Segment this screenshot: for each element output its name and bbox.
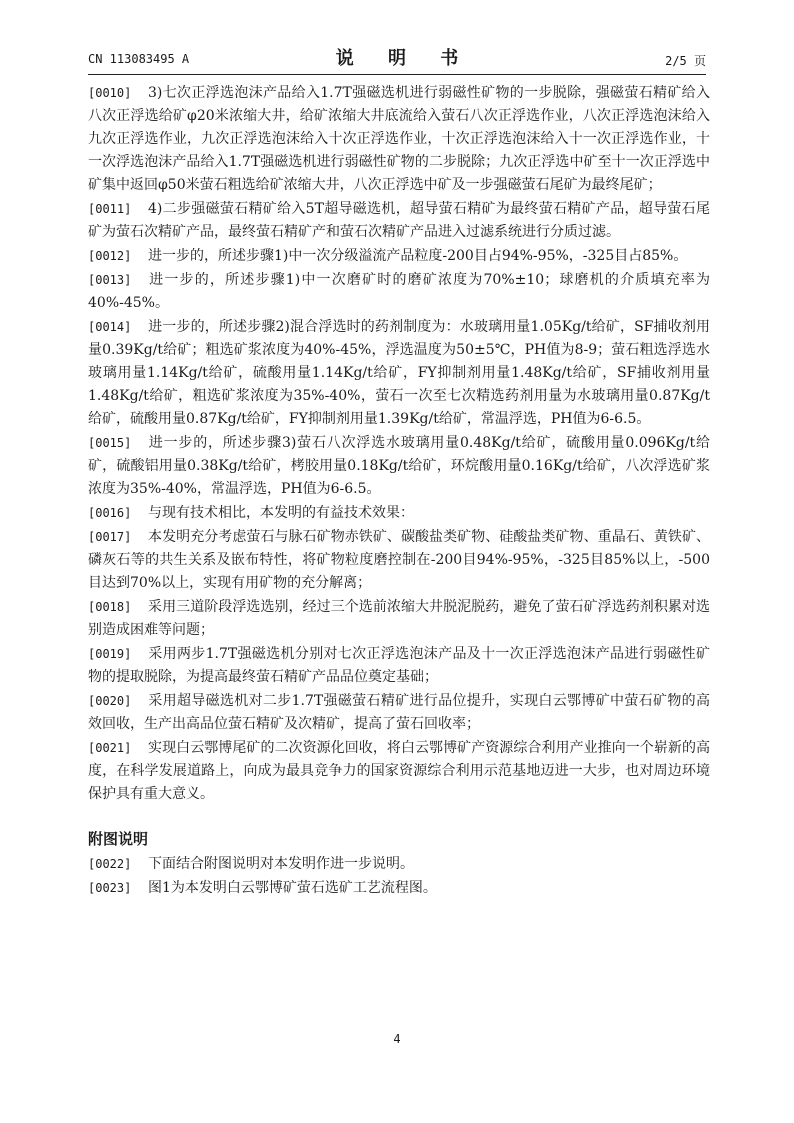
document-body — [88, 82, 710, 901]
paragraph-number: [0017] — [88, 530, 132, 544]
paragraph-text: 本发明充分考虑萤石与脉石矿物赤铁矿、碳酸盐类矿物、硅酸盐类矿物、重晶石、黄铁矿、磷灰石等的共生关系及嵌布特性，将矿物粒度磨控制在-200目94%-95%，-325目85%以上，-500目达到70%以上，实现有用矿物的充分解离； — [88, 529, 710, 591]
paragraph-number: [0022] — [88, 857, 132, 871]
paragraph-text: 采用两步1.7T强磁选机分别对七次正浮选泡沫产品及十一次正浮选泡沫产品进行弱磁性矿物的提取脱除，为提高最终萤石精矿产品品位奠定基础； — [88, 646, 710, 685]
paragraph-number: [0018] — [88, 600, 132, 614]
paragraph-number: [0011] — [88, 202, 132, 216]
paragraph-number: [0020] — [88, 694, 132, 708]
document-title: 说 明 书 — [335, 48, 473, 69]
paragraph-text: 采用三道阶段浮选选别，经过三个选前浓缩大井脱泥脱药，避免了萤石矿浮选药剂积累对选别造成困难等问题； — [88, 599, 710, 638]
paragraph — [88, 853, 710, 876]
page-header — [88, 42, 706, 70]
paragraph — [88, 690, 710, 736]
paragraph — [88, 737, 710, 806]
section-paragraph-list — [88, 853, 710, 900]
paragraph — [88, 82, 710, 197]
paragraph — [88, 269, 710, 315]
paragraph-number: [0015] — [88, 436, 132, 450]
paragraph-text: 进一步的，所述步骤1)中一次磨矿时的磨矿浓度为70%±10；球磨机的介质填充率为40%-45%。 — [88, 272, 710, 311]
paragraph — [88, 432, 710, 501]
page-label: 2/5 页 — [665, 54, 706, 68]
paragraph-text: 下面结合附图说明对本发明作进一步说明。 — [148, 856, 414, 872]
paragraph-text: 进一步的，所述步骤1)中一次分级溢流产品粒度-200目占94%-95%，-325目占85%。 — [148, 248, 688, 264]
paragraph — [88, 316, 710, 431]
paragraph-text: 进一步的，所述步骤3)萤石八次浮选水玻璃用量0.48Kg/t给矿，硫酸用量0.096Kg/t给矿，硫酸铝用量0.38Kg/t给矿，栲胶用量0.18Kg/t给矿，环烷酸用量0.16Kg/t给矿，八次浮选矿浆浓度为35%-40%，常温浮选，PH值为6-6.5。 — [88, 435, 710, 497]
paragraph — [88, 198, 710, 244]
paragraph-number: [0023] — [88, 881, 132, 895]
paragraph-number: [0013] — [88, 273, 132, 287]
paragraph-text: 实现白云鄂博尾矿的二次资源化回收，将白云鄂博矿产资源综合利用产业推向一个崭新的高度，在科学发展道路上，向成为最具竞争力的国家资源综合利用示范基地迈进一大步，也对周边环境保护具有重大意义。 — [88, 740, 710, 802]
paragraph-number: [0021] — [88, 741, 132, 755]
paragraph — [88, 526, 710, 595]
paragraph-text: 进一步的，所述步骤2)混合浮选时的药剂制度为：水玻璃用量1.05Kg/t给矿，SF捕收剂用量0.39Kg/t给矿；粗选矿浆浓度为40%-45%，浮选温度为50±5℃，PH值为8-9；萤石粗选浮选水玻璃用量1.14Kg/t给矿，硫酸用量1.14Kg/t给矿，FY抑制剂用量1.48Kg/t给矿，SF捕收剂用量1.48Kg/t给矿，粗选矿浆浓度为35%-40%，萤石一次至七次精选药剂用量为水玻璃用量0.87Kg/t给矿，硫酸用量0.87Kg/t给矿，FY抑制剂用量1.39Kg/t给矿，常温浮选，PH值为6-6.5。 — [88, 319, 710, 427]
paragraph-list — [88, 82, 710, 806]
paragraph — [88, 877, 710, 900]
paragraph-number: [0014] — [88, 320, 132, 334]
page-number: 4 — [393, 1032, 401, 1046]
paragraph-text: 图1为本发明白云鄂博矿萤石选矿工艺流程图。 — [148, 880, 437, 896]
paragraph-number: [0019] — [88, 647, 132, 661]
paragraph-text: 采用超导磁选机对二步1.7T强磁萤石精矿进行品位提升，实现白云鄂博矿中萤石矿物的高效回收，生产出高品位萤石精矿及次精矿，提高了萤石回收率； — [88, 693, 710, 732]
paragraph-number: [0016] — [88, 506, 132, 520]
paragraph-text: 与现有技术相比，本发明的有益技术效果： — [148, 505, 414, 521]
paragraph-number: [0012] — [88, 249, 132, 263]
section-heading: 附图说明 — [88, 830, 149, 848]
patent-number: CN 113083495 A — [88, 52, 190, 66]
paragraph-text: 4)二步强磁萤石精矿给入5T超导磁选机，超导萤石精矿为最终萤石精矿产品，超导萤石尾矿为萤石次精矿产品，最终萤石精矿产和萤石次精矿产品进入过滤系统进行分质过滤。 — [88, 201, 710, 240]
paragraph-number: [0010] — [88, 86, 132, 100]
header-rule — [88, 74, 706, 75]
paragraph — [88, 245, 710, 268]
paragraph-text: 3)七次正浮选泡沫产品给入1.7T强磁选机进行弱磁性矿物的一步脱除，强磁萤石精矿给入八次正浮选给矿φ20米浓缩大井，给矿浓缩大井底流给入萤石八次正浮选作业，八次正浮选泡沫给入九次正浮选作业，九次正浮选泡沫给入十次正浮选作业，十次正浮选泡沫给入十一次正浮选作业，十一次浮选泡沫产品给入1.7T强磁选机进行弱磁性矿物的二步脱除；九次正浮选中矿至十一次正浮选中矿集中返回φ50米萤石粗选给矿浓缩大井，八次正浮选中矿及一步强磁萤石尾矿为最终尾矿； — [88, 85, 710, 193]
paragraph — [88, 502, 710, 525]
paragraph — [88, 596, 710, 642]
paragraph — [88, 643, 710, 689]
